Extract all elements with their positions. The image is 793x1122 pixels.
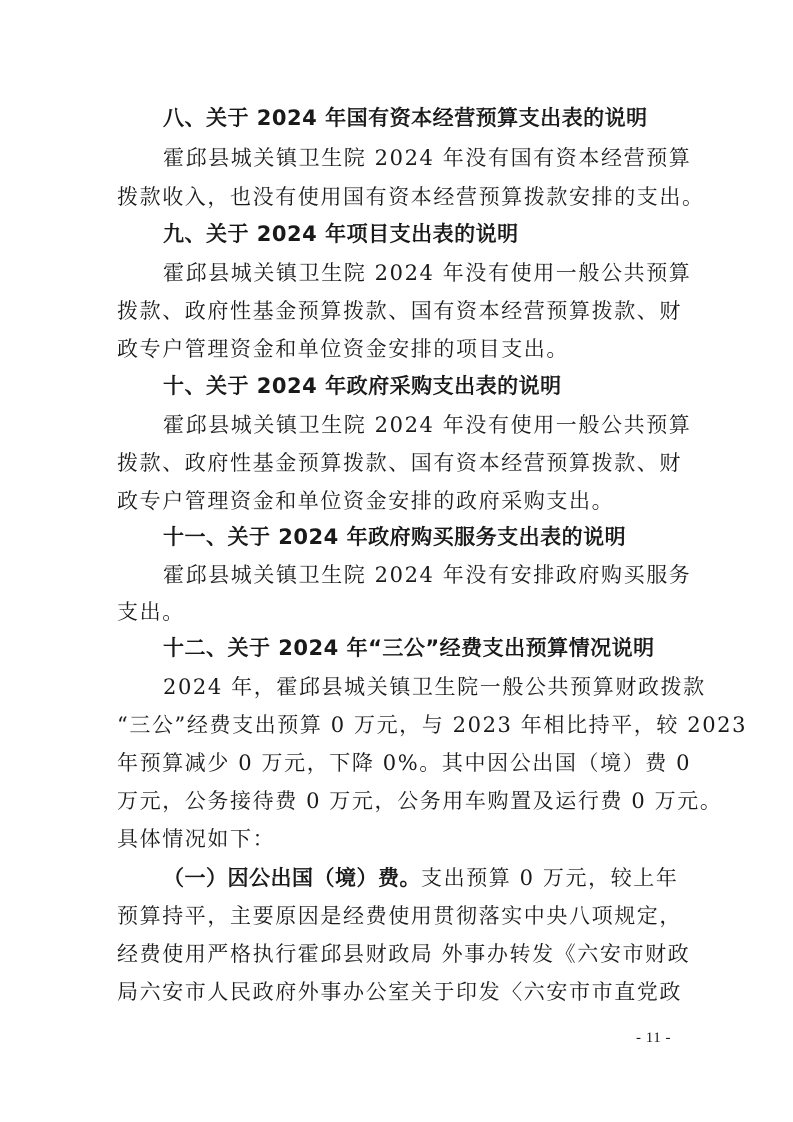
paragraph-line: 拨款收入，也没有使用国有资本经营预算拨款安排的支出。	[117, 185, 705, 209]
paragraph-line: 具体情况如下：	[117, 827, 276, 851]
paragraph-line: 拨款、政府性基金预算拨款、国有资本经营预算拨款、财	[117, 451, 682, 475]
page-number: - 11 -	[636, 1030, 671, 1046]
paragraph-line: 2024 年，霍邱县城关镇卫生院一般公共预算财政拨款	[163, 675, 706, 699]
paragraph-line: 霍邱县城关镇卫生院 2024 年没有使用一般公共预算	[163, 413, 692, 437]
section-heading: 九、关于 2024 年项目支出表的说明	[163, 222, 519, 246]
section-heading: 十二、关于 2024 年“三公”经费支出预算情况说明	[163, 636, 655, 660]
paragraph-line: 万元，公务接待费 0 万元，公务用车购置及运行费 0 万元。	[117, 789, 723, 813]
paragraph-line: 年预算减少 0 万元，下降 0%。其中因公出国（境）费 0	[117, 751, 692, 775]
paragraph-line: 霍邱县城关镇卫生院 2024 年没有使用一般公共预算	[163, 261, 692, 285]
paragraph-line: 政专户管理资金和单位资金安排的政府采购支出。	[117, 489, 615, 513]
paragraph-line: 经费使用严格执行霍邱县财政局 外事办转发《六安市财政	[117, 942, 691, 966]
subsection-text: 支出预算 0 万元，较上年	[421, 866, 679, 890]
paragraph-line: 预算持平，主要原因是经费使用贯彻落实中央八项规定，	[117, 904, 682, 928]
section-heading: 十、关于 2024 年政府采购支出表的说明	[163, 374, 562, 398]
section-heading: 十一、关于 2024 年政府购买服务支出表的说明	[163, 525, 627, 549]
paragraph-line: 政专户管理资金和单位资金安排的项目支出。	[117, 337, 569, 361]
paragraph-line: 局六安市人民政府外事办公室关于印发〈六安市市直党政	[117, 980, 682, 1004]
subsection-title: （一）因公出国（境）费。	[163, 866, 421, 890]
paragraph-line: “三公”经费支出预算 0 万元，与 2023 年相比持平，较 2023	[117, 713, 748, 737]
subsection-first-line	[163, 864, 679, 892]
paragraph-line: 支出。	[117, 600, 185, 624]
paragraph-line: 霍邱县城关镇卫生院 2024 年没有国有资本经营预算	[163, 146, 692, 170]
paragraph-line: 拨款、政府性基金预算拨款、国有资本经营预算拨款、财	[117, 299, 682, 323]
paragraph-line: 霍邱县城关镇卫生院 2024 年没有安排政府购买服务	[163, 563, 692, 587]
section-heading: 八、关于 2024 年国有资本经营预算支出表的说明	[163, 106, 648, 130]
